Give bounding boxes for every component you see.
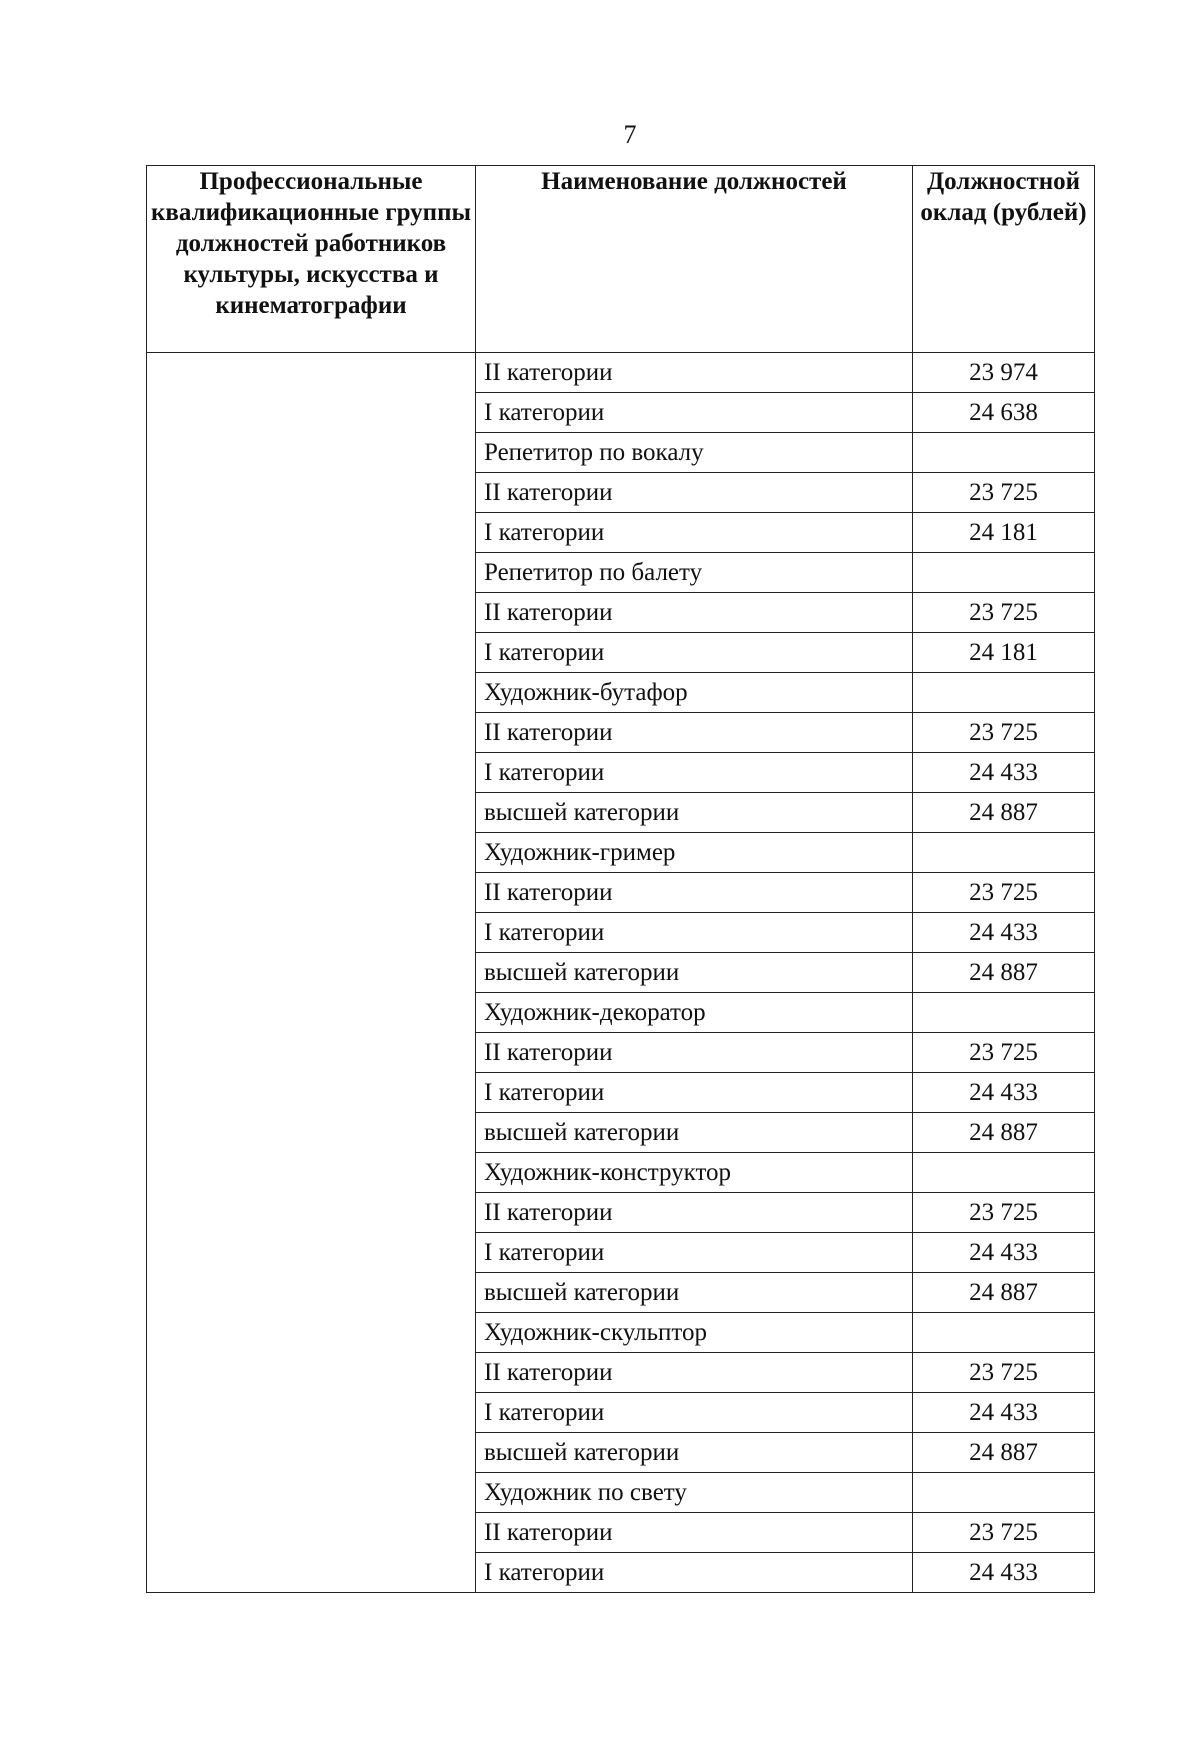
table-row — [147, 353, 1095, 393]
position-cell: I категории — [476, 913, 913, 953]
salary-cell — [913, 993, 1095, 1033]
salary-cell: 24 433 — [913, 913, 1095, 953]
position-cell: Репетитор по вокалу — [476, 433, 913, 473]
position-cell: II категории — [476, 1513, 913, 1553]
position-cell: II категории — [476, 593, 913, 633]
salary-cell: 23 974 — [913, 353, 1095, 393]
salary-cell: 24 887 — [913, 1273, 1095, 1313]
salary-cell: 24 433 — [913, 1553, 1095, 1593]
position-cell: I категории — [476, 1233, 913, 1273]
salary-cell: 23 725 — [913, 1513, 1095, 1553]
position-cell: I категории — [476, 633, 913, 673]
salary-cell: 23 725 — [913, 1033, 1095, 1073]
position-cell: высшей категории — [476, 1273, 913, 1313]
salary-cell: 24 887 — [913, 1113, 1095, 1153]
position-cell: высшей категории — [476, 953, 913, 993]
salary-cell: 23 725 — [913, 593, 1095, 633]
salary-cell: 23 725 — [913, 1353, 1095, 1393]
page-number-text: 7 — [623, 120, 637, 149]
salary-cell: 24 638 — [913, 393, 1095, 433]
salary-cell: 24 887 — [913, 953, 1095, 993]
header-position: Наименование должностей — [476, 166, 913, 353]
salary-cell: 23 725 — [913, 873, 1095, 913]
position-cell: I категории — [476, 753, 913, 793]
position-cell: Художник-гример — [476, 833, 913, 873]
salary-cell: 23 725 — [913, 713, 1095, 753]
salary-cell: 24 181 — [913, 633, 1095, 673]
salary-cell — [913, 1473, 1095, 1513]
position-cell: Художник по свету — [476, 1473, 913, 1513]
salary-cell — [913, 833, 1095, 873]
salary-cell — [913, 553, 1095, 593]
position-cell: высшей категории — [476, 793, 913, 833]
salary-cell: 23 725 — [913, 473, 1095, 513]
salary-table — [146, 165, 1095, 1593]
salary-cell — [913, 433, 1095, 473]
position-cell: I категории — [476, 1553, 913, 1593]
salary-cell: 24 887 — [913, 793, 1095, 833]
position-cell: Художник-бутафор — [476, 673, 913, 713]
position-cell: II категории — [476, 1353, 913, 1393]
salary-cell: 24 433 — [913, 1073, 1095, 1113]
table-header-row — [147, 166, 1095, 353]
position-cell: Художник-декоратор — [476, 993, 913, 1033]
position-cell: I категории — [476, 513, 913, 553]
table-body — [147, 353, 1095, 1593]
position-cell: II категории — [476, 713, 913, 753]
position-cell: II категории — [476, 353, 913, 393]
salary-cell — [913, 1313, 1095, 1353]
header-group: Профессиональные квалификационные группы должностей работников культуры, искусства и кинематографии — [147, 166, 476, 353]
salary-cell: 24 433 — [913, 1393, 1095, 1433]
salary-cell: 23 725 — [913, 1193, 1095, 1233]
position-cell: Художник-скульптор — [476, 1313, 913, 1353]
group-cell — [147, 353, 476, 1593]
position-cell: II категории — [476, 873, 913, 913]
position-cell: I категории — [476, 393, 913, 433]
salary-cell: 24 887 — [913, 1433, 1095, 1473]
page-number — [0, 120, 1200, 150]
position-cell: I категории — [476, 1073, 913, 1113]
position-cell: высшей категории — [476, 1433, 913, 1473]
header-salary: Должностной оклад (рублей) — [913, 166, 1095, 353]
position-cell: II категории — [476, 473, 913, 513]
position-cell: II категории — [476, 1033, 913, 1073]
salary-cell: 24 181 — [913, 513, 1095, 553]
position-cell: Репетитор по балету — [476, 553, 913, 593]
position-cell: I категории — [476, 1393, 913, 1433]
salary-cell: 24 433 — [913, 753, 1095, 793]
salary-cell — [913, 673, 1095, 713]
position-cell: II категории — [476, 1193, 913, 1233]
position-cell: высшей категории — [476, 1113, 913, 1153]
salary-cell — [913, 1153, 1095, 1193]
position-cell: Художник-конструктор — [476, 1153, 913, 1193]
salary-cell: 24 433 — [913, 1233, 1095, 1273]
